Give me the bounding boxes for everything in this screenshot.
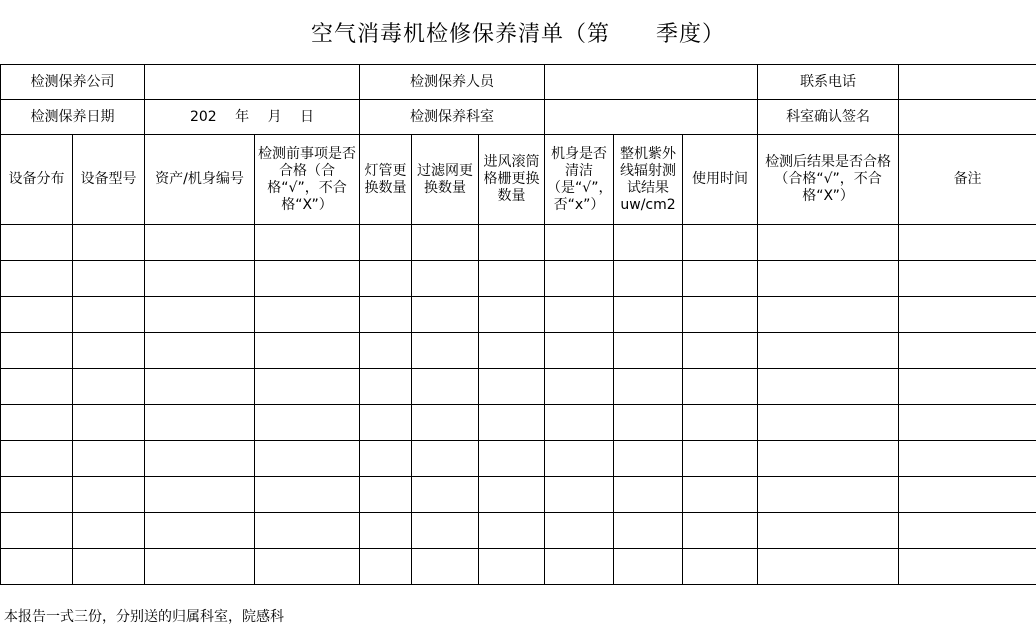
sign-field[interactable] xyxy=(899,100,1036,135)
table-cell[interactable] xyxy=(145,513,255,549)
table-cell[interactable] xyxy=(412,441,479,477)
table-cell[interactable] xyxy=(1,333,73,369)
table-cell[interactable] xyxy=(545,225,614,261)
table-cell[interactable] xyxy=(758,297,899,333)
staff-field[interactable] xyxy=(545,65,758,100)
table-cell[interactable] xyxy=(412,405,479,441)
table-cell[interactable] xyxy=(683,369,758,405)
table-cell[interactable] xyxy=(145,405,255,441)
table-cell[interactable] xyxy=(479,405,545,441)
table-cell[interactable] xyxy=(614,549,683,585)
table-cell[interactable] xyxy=(758,225,899,261)
table-cell[interactable] xyxy=(412,477,479,513)
col-header-post-check: 检测后结果是否合格（合格“√”，不合格“X”） xyxy=(758,135,899,225)
table-row xyxy=(1,297,1036,333)
table-cell[interactable] xyxy=(683,441,758,477)
table-cell[interactable] xyxy=(73,225,145,261)
phone-label: 联系电话 xyxy=(758,65,899,100)
phone-field[interactable] xyxy=(899,65,1036,100)
table-cell[interactable] xyxy=(73,369,145,405)
table-cell[interactable] xyxy=(1,441,73,477)
table-cell[interactable] xyxy=(145,549,255,585)
table-cell[interactable] xyxy=(73,513,145,549)
table-cell[interactable] xyxy=(479,225,545,261)
page-title: 空气消毒机检修保养清单（第 季度） xyxy=(310,21,725,47)
table-cell[interactable] xyxy=(899,297,1036,333)
table-cell[interactable] xyxy=(73,477,145,513)
table-cell[interactable] xyxy=(899,333,1036,369)
info-row-1 xyxy=(1,65,1036,100)
table-cell[interactable] xyxy=(73,333,145,369)
table-cell[interactable] xyxy=(145,225,255,261)
table-cell[interactable] xyxy=(899,261,1036,297)
table-cell[interactable] xyxy=(545,477,614,513)
table-cell[interactable] xyxy=(360,549,412,585)
table-cell[interactable] xyxy=(1,405,73,441)
table-cell[interactable] xyxy=(360,333,412,369)
col-header-pre-check: 检测前事项是否合格（合格“√”，不合格“X”） xyxy=(255,135,360,225)
table-cell[interactable] xyxy=(360,369,412,405)
table-cell[interactable] xyxy=(412,369,479,405)
table-cell[interactable] xyxy=(614,405,683,441)
table-cell[interactable] xyxy=(545,441,614,477)
table-cell[interactable] xyxy=(683,261,758,297)
table-cell[interactable] xyxy=(479,261,545,297)
table-cell[interactable] xyxy=(412,225,479,261)
table-cell[interactable] xyxy=(545,549,614,585)
table-cell[interactable] xyxy=(614,225,683,261)
table-cell[interactable] xyxy=(899,513,1036,549)
table-cell[interactable] xyxy=(614,441,683,477)
staff-label: 检测保养人员 xyxy=(360,65,545,100)
table-cell[interactable] xyxy=(614,369,683,405)
table-cell[interactable] xyxy=(479,297,545,333)
table-cell[interactable] xyxy=(899,405,1036,441)
table-cell[interactable] xyxy=(1,549,73,585)
table-cell[interactable] xyxy=(758,477,899,513)
table-cell[interactable] xyxy=(479,333,545,369)
table-cell[interactable] xyxy=(1,513,73,549)
table-cell[interactable] xyxy=(1,477,73,513)
table-cell[interactable] xyxy=(255,549,360,585)
table-cell[interactable] xyxy=(412,513,479,549)
table-cell[interactable] xyxy=(255,477,360,513)
table-row xyxy=(1,225,1036,261)
table-cell[interactable] xyxy=(255,369,360,405)
table-cell[interactable] xyxy=(255,225,360,261)
date-field[interactable]: 202 年 月 日 xyxy=(145,100,360,135)
info-row-2 xyxy=(1,100,1036,135)
table-cell[interactable] xyxy=(1,369,73,405)
dept-label: 检测保养科室 xyxy=(360,100,545,135)
table-cell[interactable] xyxy=(145,297,255,333)
table-cell[interactable] xyxy=(545,405,614,441)
table-row xyxy=(1,513,1036,549)
table-cell[interactable] xyxy=(758,513,899,549)
col-header-usage-time: 使用时间 xyxy=(683,135,758,225)
table-cell[interactable] xyxy=(683,477,758,513)
table-body xyxy=(1,225,1036,585)
company-label: 检测保养公司 xyxy=(1,65,145,100)
table-cell[interactable] xyxy=(255,333,360,369)
table-cell[interactable] xyxy=(479,441,545,477)
table-cell[interactable] xyxy=(1,297,73,333)
table-cell[interactable] xyxy=(899,369,1036,405)
table-cell[interactable] xyxy=(683,333,758,369)
col-header-grille-replaced: 进风滚筒格栅更换数量 xyxy=(479,135,545,225)
table-cell[interactable] xyxy=(758,405,899,441)
col-header-filter-replaced: 过滤网更换数量 xyxy=(412,135,479,225)
table-cell[interactable] xyxy=(255,297,360,333)
table-cell[interactable] xyxy=(758,369,899,405)
company-field[interactable] xyxy=(145,65,360,100)
table-cell[interactable] xyxy=(899,441,1036,477)
table-cell[interactable] xyxy=(145,441,255,477)
table-row xyxy=(1,549,1036,585)
table-cell[interactable] xyxy=(73,261,145,297)
col-header-model: 设备型号 xyxy=(73,135,145,225)
table-cell[interactable] xyxy=(614,261,683,297)
table-row xyxy=(1,405,1036,441)
table-cell[interactable] xyxy=(545,513,614,549)
table-cell[interactable] xyxy=(899,477,1036,513)
table-cell[interactable] xyxy=(145,369,255,405)
sign-label: 科室确认签名 xyxy=(758,100,899,135)
table-cell[interactable] xyxy=(73,441,145,477)
table-cell[interactable] xyxy=(412,261,479,297)
table-cell[interactable] xyxy=(360,513,412,549)
footer-note: 本报告一式三份，分别送的归属科室，院感科 xyxy=(4,609,284,625)
table-cell[interactable] xyxy=(255,405,360,441)
table-cell[interactable] xyxy=(145,477,255,513)
table-cell[interactable] xyxy=(360,297,412,333)
table-row xyxy=(1,333,1036,369)
col-header-location: 设备分布 xyxy=(1,135,73,225)
table-cell[interactable] xyxy=(683,513,758,549)
table-cell[interactable] xyxy=(545,333,614,369)
table-cell[interactable] xyxy=(479,477,545,513)
table-cell[interactable] xyxy=(145,261,255,297)
table-cell[interactable] xyxy=(545,297,614,333)
table-cell[interactable] xyxy=(545,261,614,297)
table-cell[interactable] xyxy=(758,441,899,477)
table-row xyxy=(1,477,1036,513)
table-cell[interactable] xyxy=(1,225,73,261)
maintenance-table xyxy=(0,64,1036,585)
table-cell[interactable] xyxy=(255,261,360,297)
table-cell[interactable] xyxy=(412,549,479,585)
table-cell[interactable] xyxy=(1,261,73,297)
table-cell[interactable] xyxy=(479,513,545,549)
table-cell[interactable] xyxy=(73,297,145,333)
table-cell[interactable] xyxy=(758,549,899,585)
table-cell[interactable] xyxy=(255,513,360,549)
table-cell[interactable] xyxy=(683,549,758,585)
table-cell[interactable] xyxy=(360,477,412,513)
col-header-remarks: 备注 xyxy=(899,135,1036,225)
table-cell[interactable] xyxy=(412,297,479,333)
dept-field[interactable] xyxy=(545,100,758,135)
table-cell[interactable] xyxy=(255,441,360,477)
col-header-lamp-replaced: 灯管更换数量 xyxy=(360,135,412,225)
table-cell[interactable] xyxy=(614,513,683,549)
table-cell[interactable] xyxy=(614,333,683,369)
table-cell[interactable] xyxy=(614,477,683,513)
table-cell[interactable] xyxy=(545,369,614,405)
col-header-body-clean: 机身是否清洁（是“√”，否“x”） xyxy=(545,135,614,225)
table-cell[interactable] xyxy=(73,405,145,441)
col-header-asset-number: 资产/机身编号 xyxy=(145,135,255,225)
table-cell[interactable] xyxy=(360,225,412,261)
table-row xyxy=(1,441,1036,477)
table-cell[interactable] xyxy=(360,405,412,441)
table-cell[interactable] xyxy=(899,225,1036,261)
table-cell[interactable] xyxy=(479,369,545,405)
column-header-row xyxy=(1,135,1036,225)
table-cell[interactable] xyxy=(145,333,255,369)
table-cell[interactable] xyxy=(479,549,545,585)
table-cell[interactable] xyxy=(412,333,479,369)
table-row xyxy=(1,369,1036,405)
table-cell[interactable] xyxy=(758,333,899,369)
table-row xyxy=(1,261,1036,297)
col-header-uv-test: 整机紫外线辐射测试结果uw/cm2 xyxy=(614,135,683,225)
table-cell[interactable] xyxy=(73,549,145,585)
table-cell[interactable] xyxy=(683,405,758,441)
table-cell[interactable] xyxy=(360,261,412,297)
table-cell[interactable] xyxy=(683,225,758,261)
table-cell[interactable] xyxy=(899,549,1036,585)
table-cell[interactable] xyxy=(360,441,412,477)
date-label: 检测保养日期 xyxy=(1,100,145,135)
table-cell[interactable] xyxy=(614,297,683,333)
table-cell[interactable] xyxy=(683,297,758,333)
table-cell[interactable] xyxy=(758,261,899,297)
